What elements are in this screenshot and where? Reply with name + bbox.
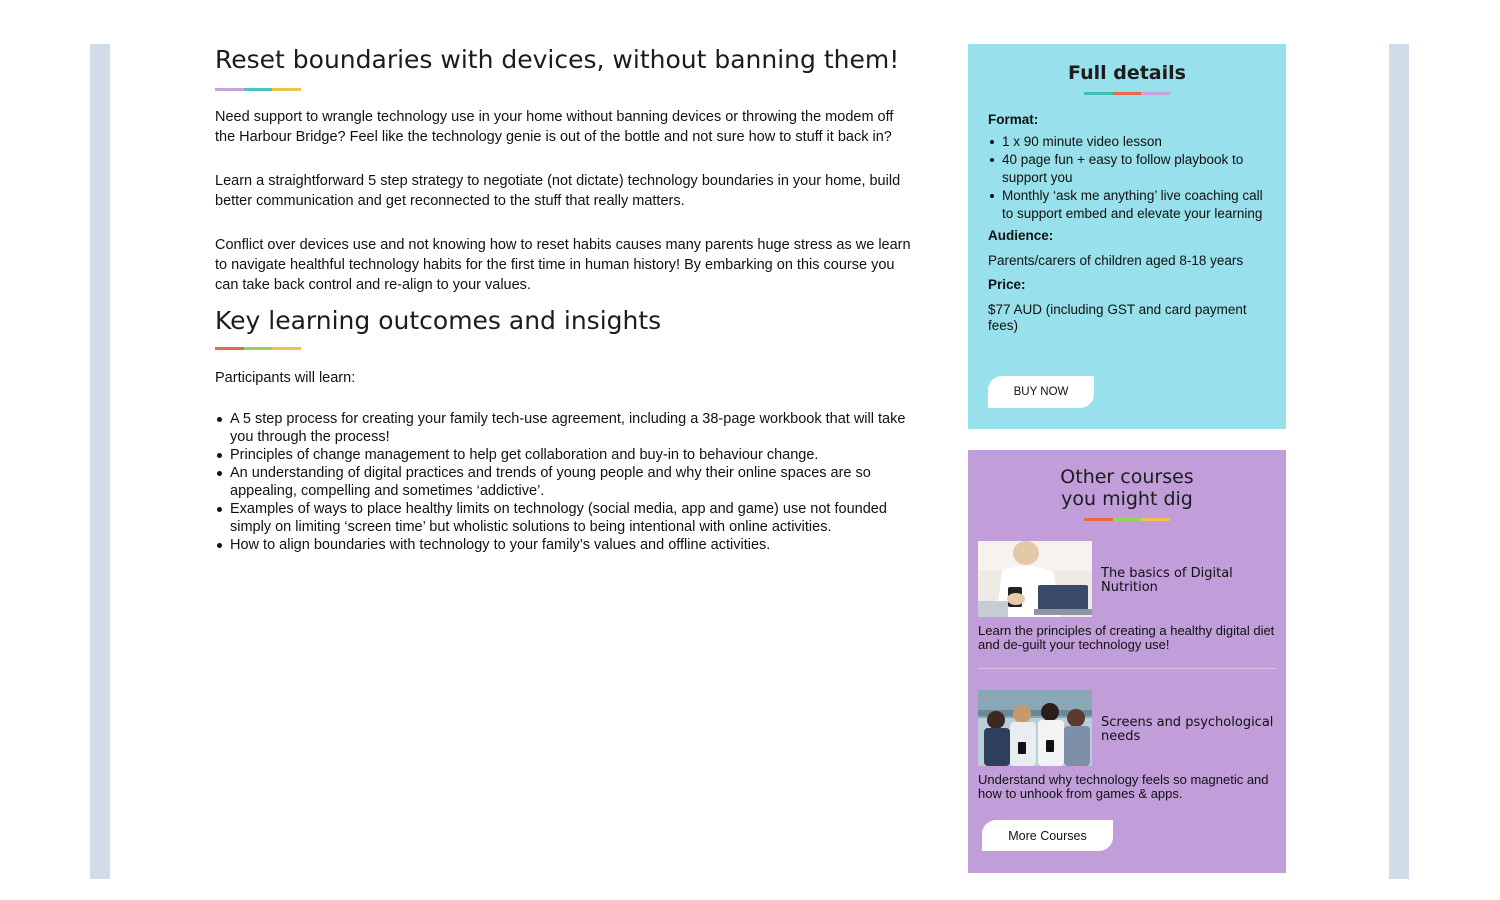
- course-thumbnail-teens-image[interactable]: [978, 690, 1092, 766]
- full-details-title: Full details: [1068, 62, 1186, 84]
- more-courses-button[interactable]: More Courses: [982, 820, 1113, 851]
- underline-segment: [1084, 92, 1113, 95]
- buy-now-button[interactable]: BUY NOW: [988, 376, 1094, 408]
- underline-segment: [1113, 518, 1142, 521]
- other-courses-underline: [1084, 518, 1170, 521]
- outcomes-heading: Key learning outcomes and insights: [215, 306, 662, 335]
- list-item: Principles of change management to help get collaboration and buy-in to behaviour change.: [230, 446, 915, 464]
- other-courses-panel: [968, 450, 1286, 873]
- outcomes-underline: [215, 347, 301, 350]
- format-label: Format:: [988, 112, 1039, 127]
- participants-intro: Participants will learn:: [215, 370, 356, 386]
- outcomes-list: [215, 410, 915, 554]
- laptop-user-illustration: [978, 541, 1092, 617]
- list-item: 40 page fun + easy to follow playbook to support you: [1002, 151, 1273, 187]
- format-list: [988, 133, 1273, 223]
- underline-segment: [1084, 518, 1113, 521]
- course-description: Learn the principles of creating a healthy digital diet and de-guilt your technology use!: [978, 623, 1275, 652]
- teens-on-phones-illustration: [978, 690, 1092, 766]
- course-divider: [978, 668, 1276, 669]
- audience-label: Audience:: [988, 228, 1054, 243]
- course-title[interactable]: Screens and psychological needs: [1101, 715, 1274, 744]
- conflict-paragraph: Conflict over devices use and not knowing how to reset habits causes many parents huge stress as we learn to navigate healthful technology habits for the first time in human history! By embarking on this course you can take back control and re-align to your values.: [215, 237, 911, 293]
- course-card[interactable]: [978, 541, 1276, 656]
- underline-segment: [215, 88, 244, 91]
- underline-segment: [215, 347, 244, 350]
- price-label: Price:: [988, 277, 1026, 292]
- right-margin-bar: [1389, 44, 1409, 879]
- underline-segment: [244, 88, 273, 91]
- audience-value: Parents/carers of children aged 8-18 years: [988, 253, 1244, 268]
- strategy-paragraph: Learn a straightforward 5 step strategy to negotiate (not dictate) technology boundaries in your home, build better communication and get reconnected to the stuff that really matters.: [215, 173, 901, 209]
- underline-segment: [1141, 518, 1170, 521]
- list-item: A 5 step process for creating your family tech-use agreement, including a 38-page workbook that will take you through the process!: [230, 410, 915, 446]
- other-courses-title-line: you might dig: [1061, 488, 1193, 510]
- course-title[interactable]: The basics of Digital Nutrition: [1101, 566, 1233, 595]
- list-item: 1 x 90 minute video lesson: [1002, 133, 1273, 151]
- title-underline: [215, 88, 301, 91]
- other-courses-title-line: Other courses: [1060, 466, 1194, 488]
- underline-segment: [272, 347, 301, 350]
- course-description: Understand why technology feels so magnetic and how to unhook from games & apps.: [978, 772, 1269, 801]
- price-value: $77 AUD (including GST and card payment fees): [988, 302, 1247, 333]
- full-details-underline: [1084, 92, 1170, 95]
- other-courses-title: [968, 466, 1286, 510]
- underline-segment: [1141, 92, 1170, 95]
- course-card[interactable]: [978, 690, 1276, 805]
- intro-paragraph: Need support to wrangle technology use in your home without banning devices or throwing the modem off the Harbour Bridge? Feel like the technology genie is out of the bottle and not sure how to stuff it back in?: [215, 109, 894, 145]
- full-details-panel: [968, 44, 1286, 429]
- list-item: An understanding of digital practices and trends of young people and why their online spaces are so appealing, compelling and sometimes ‘addictive’.: [230, 464, 915, 500]
- course-thumbnail-laptop-image[interactable]: [978, 541, 1092, 617]
- list-item: Monthly ‘ask me anything’ live coaching call to support embed and elevate your learning: [1002, 187, 1273, 223]
- page-title: Reset boundaries with devices, without banning them!: [215, 45, 900, 74]
- underline-segment: [244, 347, 273, 350]
- underline-segment: [272, 88, 301, 91]
- list-item: How to align boundaries with technology to your family’s values and offline activities.: [230, 536, 915, 554]
- underline-segment: [1113, 92, 1142, 95]
- main-content: [215, 44, 915, 554]
- list-item: Examples of ways to place healthy limits on technology (social media, app and game) use not founded simply on limiting ‘screen time’ but wholistic solutions to being intentional with online activities.: [230, 500, 915, 536]
- left-margin-bar: [90, 44, 110, 879]
